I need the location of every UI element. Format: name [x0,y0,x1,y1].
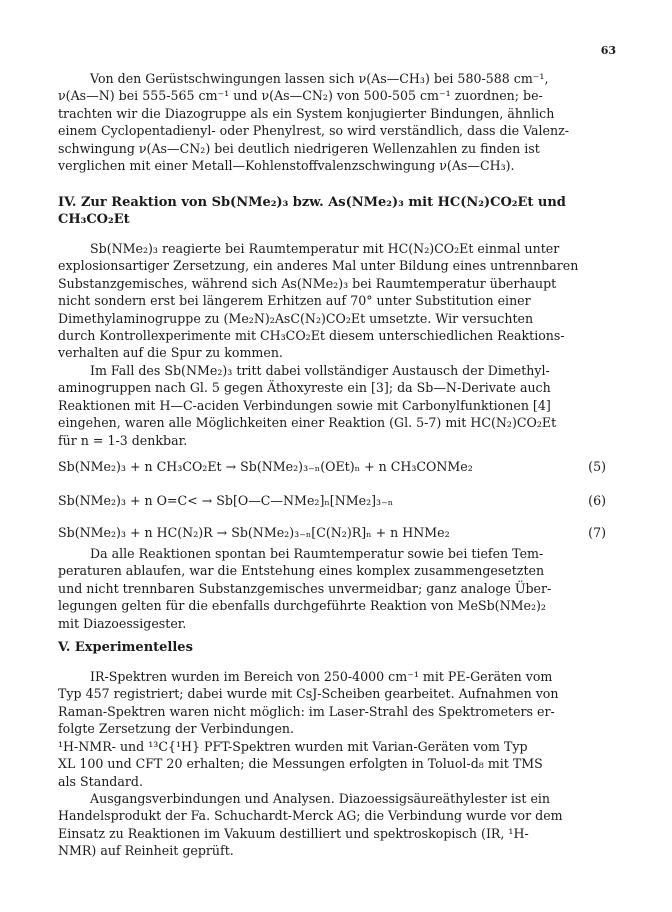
text-line: Einsatz zu Reaktionen im Vakuum destilliert und spektroskopisch (IR, ¹H- [58,825,529,841]
equation-number: (6) [588,493,606,508]
section5-paragraph-1 [58,668,610,738]
text-line: XL 100 und CFT 20 erhalten; die Messungen erfolgten in Toluol-d₈ mit TMS [58,756,543,772]
text-line: NMR) auf Reinheit geprüft. [58,843,234,859]
text-line: Da alle Reaktionen spontan bei Raumtemperatur sowie bei tiefen Tem- [90,546,544,561]
text-line: ν(As—N) bei 555-565 cm⁻¹ und ν(As—CN₂) von 500-505 cm⁻¹ zuordnen; be- [58,88,543,104]
text-line: Von den Gerüstschwingungen lassen sich ν(As—CH₃) bei 580-588 cm⁻¹, [90,71,549,86]
text-line: trachten wir die Diazogruppe als ein System konjugierter Bindungen, ähnlich [58,105,555,121]
section5-paragraph-3 [58,790,610,860]
equation-5 [58,458,610,475]
equation-text: Sb(NMe₂)₃ + n HC(N₂)R → Sb(NMe₂)₃₋ₙ[C(N₂)R]ₙ + n HNMe₂ [58,525,450,540]
text-line: Dimethylaminogruppe zu (Me₂N)₂AsC(N₂)CO₂Et umsetzte. Wir versuchten [58,310,534,326]
text-line: schwingung ν(As—CN₂) bei deutlich niedrigeren Wellenzahlen zu finden ist [58,140,540,156]
text-line: Reaktionen mit H—C-aciden Verbindungen sowie mit Carbonylfunktionen [4] [58,397,551,413]
text-line: als Standard. [58,773,143,789]
section4-paragraph-2 [58,362,610,449]
section4-paragraph-1 [58,240,610,362]
text-line: verhalten auf die Spur zu kommen. [58,345,283,361]
text-line: eingehen, waren alle Möglichkeiten einer Reaktion (Gl. 5-7) mit HC(N₂)CO₂Et [58,415,557,431]
text-line: und nicht trennbaren Substanzgemisches unvermeidbar; ganz analoge Über- [58,580,552,596]
equation-number: (5) [588,459,606,474]
text-line: durch Kontrollexperimente mit CH₃CO₂Et diesem unterschiedlichen Reaktions- [58,328,565,344]
text-line: legungen gelten für die ebenfalls durchgeführte Reaktion von MeSb(NMe₂)₂ [58,598,546,614]
section4-paragraph-3 [58,545,610,632]
equation-6 [58,492,610,509]
text-line: Im Fall des Sb(NMe₂)₃ tritt dabei vollständiger Austausch der Dimethyl- [90,363,550,378]
heading-line: V. Experimentelles [58,640,193,655]
equation-text: Sb(NMe₂)₃ + n O=C< → Sb[O—C—NMe₂]ₙ[NMe₂]₃₋ₙ [58,493,394,508]
heading-line: CH₃CO₂Et [58,212,130,227]
heading-line: IV. Zur Reaktion von Sb(NMe₂)₃ bzw. As(NMe₂)₃ mit HC(N₂)CO₂Et und [58,195,566,210]
text-line: ¹H-NMR- und ¹³C{¹H} PFT-Spektren wurden mit Varian-Geräten vom Typ [58,739,528,754]
text-line: mit Diazoessigester. [58,615,187,631]
text-line: aminogruppen nach Gl. 5 gegen Äthoxyreste ein [3]; da Sb—N-Derivate auch [58,380,551,396]
equation-text: Sb(NMe₂)₃ + n CH₃CO₂Et → Sb(NMe₂)₃₋ₙ(OEt)ₙ + n CH₃CONMe₂ [58,459,473,474]
section5-paragraph-2 [58,738,610,790]
text-line: folgte Zersetzung der Verbindungen. [58,721,295,737]
text-line: Substanzgemisches, während sich As(NMe₂)₃ bei Raumtemperatur überhaupt [58,275,557,291]
intro-paragraph [58,70,610,174]
text-line: Sb(NMe₂)₃ reagierte bei Raumtemperatur mit HC(N₂)CO₂Et einmal unter [90,241,560,256]
text-line: Typ 457 registriert; dabei wurde mit CsJ-Scheiben gearbeitet. Aufnahmen von [58,686,559,702]
text-line: IR-Spektren wurden im Bereich von 250-4000 cm⁻¹ mit PE-Geräten vom [90,669,553,684]
text-line: Handelsprodukt der Fa. Schuchardt-Merck AG; die Verbindung wurde vor dem [58,808,563,824]
text-line: peraturen ablaufen, war die Entstehung eines komplex zusammengesetzten [58,563,545,579]
text-line: nicht sondern erst bei längerem Erhitzen auf 70° unter Substitution einer [58,293,531,309]
text-line: verglichen mit einer Metall—Kohlenstoffvalenzschwingung ν(As—CH₃). [58,158,515,174]
section-heading [58,639,610,656]
section-heading [58,194,610,228]
text-line: Ausgangsverbindungen und Analysen. Diazoessigsäureäthylester ist ein [90,791,551,806]
text-line: für n = 1-3 denkbar. [58,432,188,448]
text-line: explosionsartiger Zersetzung, ein anderes Mal unter Bildung eines untrennbaren [58,258,579,274]
equation-number: (7) [588,525,606,540]
text-line: einem Cyclopentadienyl- oder Phenylrest, so wird verständlich, dass die Valenz- [58,123,569,139]
page-number: 63 [600,44,616,57]
equation-7 [58,524,610,541]
text-line: Raman-Spektren waren nicht möglich: im Laser-Strahl des Spektrometers er- [58,703,555,719]
